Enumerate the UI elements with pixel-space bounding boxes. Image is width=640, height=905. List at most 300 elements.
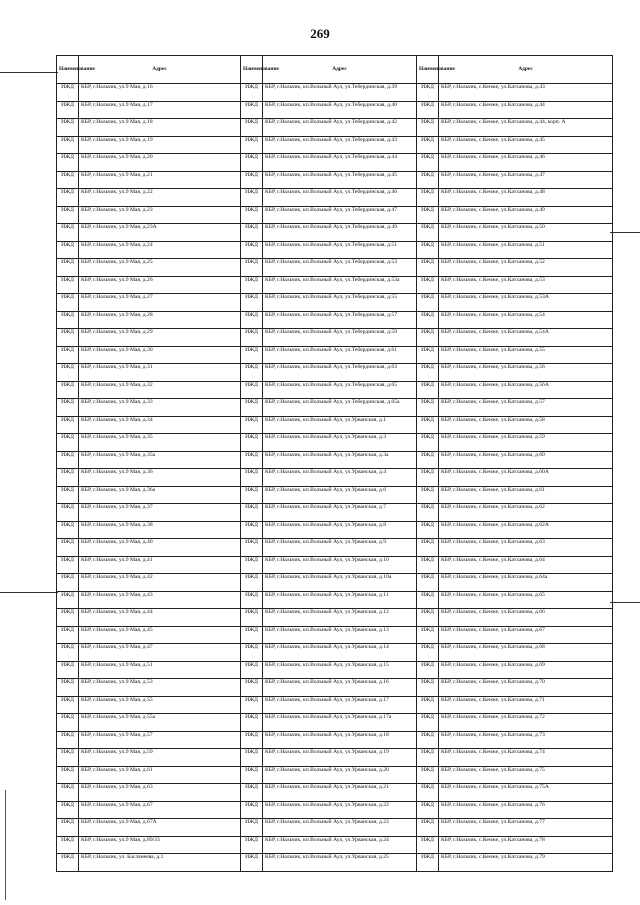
cell-type: ИЖД bbox=[241, 679, 263, 697]
cell-address: КБР, г.Нальчик, с.Кенже, ул.Катханова, д.57 bbox=[439, 399, 613, 417]
cell-type: ИЖД bbox=[57, 136, 79, 154]
cell-address-wrapped: КБР, г.Нальчик, кп.Вольный Аул, ул.Урванская, д.15 bbox=[263, 661, 417, 679]
cell-address: КБР, г.Нальчик, с.Кенже, ул.Катханова, д.62 bbox=[439, 504, 613, 522]
cell-type: ИЖД bbox=[241, 784, 263, 802]
cell-type: ИЖД bbox=[57, 206, 79, 224]
cell-type: ИЖД bbox=[417, 504, 439, 522]
cell-type: ИЖД bbox=[241, 346, 263, 364]
cell-address: КБР, г.Нальчик, ул.9 Мая, д.37 bbox=[79, 504, 241, 522]
cell-type: ИЖД bbox=[57, 819, 79, 837]
cell-address: КБР, г.Нальчик, ул.9 Мая, д.17 bbox=[79, 101, 241, 119]
cell-type: ИЖД bbox=[57, 784, 79, 802]
cell-address: КБР, г.Нальчик, с.Кенже, ул.Катханова, д.50 bbox=[439, 224, 613, 242]
table-row bbox=[57, 119, 613, 137]
cell-type: ИЖД bbox=[241, 574, 263, 592]
cell-address-wrapped: КБР, г.Нальчик, кп.Вольный Аул, ул.Тебердинская, д.59 bbox=[263, 329, 417, 347]
cell-address-wrapped: КБР, г.Нальчик, кп.Вольный Аул, ул.Урванская, д.3 bbox=[263, 434, 417, 452]
cell-address: КБР, г.Нальчик, с.Кенже, ул.Катханова, д.51 bbox=[439, 241, 613, 259]
cell-address-wrapped: КБР, г.Нальчик, кп.Вольный Аул, ул.Тебердинская, д.40 bbox=[263, 101, 417, 119]
address-table bbox=[56, 55, 613, 872]
cell-address: КБР, г.Нальчик, ул.9 Мая, д.16 bbox=[79, 84, 241, 102]
header-address: Адрес bbox=[439, 56, 613, 84]
cell-type: ИЖД bbox=[241, 171, 263, 189]
cell-address: КБР, г.Нальчик, с.Кенже, ул.Катханова, д.69 bbox=[439, 661, 613, 679]
cell-type: ИЖД bbox=[57, 644, 79, 662]
cell-type: ИЖД bbox=[57, 276, 79, 294]
table-row bbox=[57, 504, 613, 522]
cell-address: КБР, г.Нальчик, с.Кенже, ул.Катханова, д.78 bbox=[439, 836, 613, 854]
header-type: Наименование bbox=[241, 56, 263, 84]
cell-type: ИЖД bbox=[57, 311, 79, 329]
cell-type: ИЖД bbox=[57, 854, 79, 872]
cell-type: ИЖД bbox=[417, 136, 439, 154]
cell-address-wrapped: КБР, г.Нальчик, кп.Вольный Аул, ул.Тебердинская, д.44 bbox=[263, 154, 417, 172]
cell-type: ИЖД bbox=[241, 276, 263, 294]
cell-address: КБР, г.Нальчик, с.Кенже, ул.Катханова, д.79 bbox=[439, 854, 613, 872]
cell-type: ИЖД bbox=[241, 731, 263, 749]
cell-address: КБР, г.Нальчик, ул.9 Мая, д.59 bbox=[79, 749, 241, 767]
table-row bbox=[57, 241, 613, 259]
cell-address: КБР, г.Нальчик, с.Кенже, ул.Катханова, д.49 bbox=[439, 206, 613, 224]
cell-type: ИЖД bbox=[241, 521, 263, 539]
cell-address-wrapped: КБР, г.Нальчик, кп.Вольный Аул, ул.Урванская, д.17 bbox=[263, 696, 417, 714]
table-row bbox=[57, 224, 613, 242]
cell-address: КБР, г.Нальчик, с.Кенже, ул.Катханова, д.68 bbox=[439, 644, 613, 662]
cell-address-wrapped: КБР, г.Нальчик, кп.Вольный Аул, ул.Урванская, д.8 bbox=[263, 521, 417, 539]
cell-address-wrapped: КБР, г.Нальчик, кп.Вольный Аул, ул.Урванская, д.10 bbox=[263, 556, 417, 574]
cell-address: КБР, г.Нальчик, ул. Басланеева, д.1 bbox=[79, 854, 241, 872]
cell-type: ИЖД bbox=[241, 714, 263, 732]
cell-type: ИЖД bbox=[417, 154, 439, 172]
cell-address: КБР, г.Нальчик, с.Кенже, ул.Катханова, д.56А bbox=[439, 381, 613, 399]
cell-type: ИЖД bbox=[417, 346, 439, 364]
cell-address: КБР, г.Нальчик, с.Кенже, ул.Катханова, д.45 bbox=[439, 136, 613, 154]
cell-address: КБР, г.Нальчик, ул.9 Мая, д.89/33 bbox=[79, 836, 241, 854]
cell-address: КБР, г.Нальчик, с.Кенже, ул.Катханова, д.70 bbox=[439, 679, 613, 697]
cell-type: ИЖД bbox=[241, 556, 263, 574]
cell-address-wrapped: КБР, г.Нальчик, кп.Вольный Аул, ул.Тебердинская, д.47 bbox=[263, 206, 417, 224]
cell-address: КБР, г.Нальчик, с.Кенже, ул.Катханова, д.47 bbox=[439, 171, 613, 189]
cell-address: КБР, г.Нальчик, с.Кенже, ул.Катханова, д.52 bbox=[439, 259, 613, 277]
cell-address-wrapped: КБР, г.Нальчик, кп.Вольный Аул, ул.Тебердинская, д.49 bbox=[263, 224, 417, 242]
cell-type: ИЖД bbox=[417, 171, 439, 189]
table-row bbox=[57, 329, 613, 347]
cell-type: ИЖД bbox=[57, 609, 79, 627]
table-row bbox=[57, 311, 613, 329]
cell-address: КБР, г.Нальчик, с.Кенже, ул.Катханова, д.58 bbox=[439, 416, 613, 434]
cell-address-wrapped: КБР, г.Нальчик, кп.Вольный Аул, ул.Тебердинская, д.42 bbox=[263, 119, 417, 137]
cell-type: ИЖД bbox=[241, 154, 263, 172]
table-row bbox=[57, 521, 613, 539]
cell-type: ИЖД bbox=[241, 591, 263, 609]
table-row bbox=[57, 171, 613, 189]
table-row bbox=[57, 801, 613, 819]
cell-type: ИЖД bbox=[241, 136, 263, 154]
cell-address: КБР, г.Нальчик, ул.9 Мая, д.18 bbox=[79, 119, 241, 137]
table-row bbox=[57, 346, 613, 364]
cell-type: ИЖД bbox=[417, 224, 439, 242]
cell-type: ИЖД bbox=[417, 661, 439, 679]
cell-address-wrapped: КБР, г.Нальчик, кп.Вольный Аул, ул.Урванская, д.14 bbox=[263, 644, 417, 662]
cell-type: ИЖД bbox=[57, 84, 79, 102]
cell-type: ИЖД bbox=[417, 451, 439, 469]
cell-address: КБР, г.Нальчик, ул.9 Мая, д.26 bbox=[79, 276, 241, 294]
cell-type: ИЖД bbox=[417, 749, 439, 767]
cell-address-wrapped: КБР, г.Нальчик, кп.Вольный Аул, ул.Тебердинская, д.39 bbox=[263, 84, 417, 102]
table-row bbox=[57, 714, 613, 732]
cell-address: КБР, г.Нальчик, ул.9 Мая, д.53 bbox=[79, 679, 241, 697]
table-row bbox=[57, 836, 613, 854]
table-row bbox=[57, 364, 613, 382]
cell-type: ИЖД bbox=[417, 294, 439, 312]
cell-address-wrapped: КБР, г.Нальчик, кп.Вольный Аул, ул.Урванская, д.7 bbox=[263, 504, 417, 522]
cell-address: КБР, г.Нальчик, с.Кенже, ул.Катханова, д.53 bbox=[439, 276, 613, 294]
cell-address-wrapped: КБР, г.Нальчик, кп.Вольный Аул, ул.Урванская, д.10а bbox=[263, 574, 417, 592]
cell-type: ИЖД bbox=[417, 189, 439, 207]
cell-address-wrapped: КБР, г.Нальчик, кп.Вольный Аул, ул.Тебердинская, д.57 bbox=[263, 311, 417, 329]
cell-address: КБР, г.Нальчик, с.Кенже, ул.Катханова, д.54А bbox=[439, 329, 613, 347]
cell-address: КБР, г.Нальчик, ул.9 Мая, д.27 bbox=[79, 294, 241, 312]
cell-type: ИЖД bbox=[241, 416, 263, 434]
table-row bbox=[57, 766, 613, 784]
cell-type: ИЖД bbox=[241, 644, 263, 662]
cell-type: ИЖД bbox=[241, 609, 263, 627]
cell-type: ИЖД bbox=[57, 696, 79, 714]
cell-address: КБР, г.Нальчик, с.Кенже, ул.Катханова, д.43 bbox=[439, 84, 613, 102]
cell-address: КБР, г.Нальчик, ул.9 Мая, д.63 bbox=[79, 784, 241, 802]
cell-address-wrapped: КБР, г.Нальчик, кп.Вольный Аул, ул.Урванская, д.9 bbox=[263, 539, 417, 557]
cell-type: ИЖД bbox=[417, 329, 439, 347]
cell-address: КБР, г.Нальчик, с.Кенже, ул.Катханова, д.55 bbox=[439, 346, 613, 364]
table-row bbox=[57, 679, 613, 697]
cell-type: ИЖД bbox=[417, 854, 439, 872]
margin-line bbox=[0, 72, 58, 73]
cell-address: КБР, г.Нальчик, с.Кенже, ул.Катханова, д.54 bbox=[439, 311, 613, 329]
cell-address: КБР, г.Нальчик, ул.9 Мая, д.41 bbox=[79, 556, 241, 574]
address-table-container bbox=[56, 55, 612, 872]
cell-address: КБР, г.Нальчик, ул.9 Мая, д.25 bbox=[79, 259, 241, 277]
cell-address: КБР, г.Нальчик, ул.9 Мая, д.21 bbox=[79, 171, 241, 189]
table-row bbox=[57, 189, 613, 207]
table-row bbox=[57, 626, 613, 644]
cell-type: ИЖД bbox=[241, 749, 263, 767]
cell-address: КБР, г.Нальчик, с.Кенже, ул.Катханова, д.75А bbox=[439, 784, 613, 802]
table-row bbox=[57, 539, 613, 557]
cell-type: ИЖД bbox=[417, 766, 439, 784]
cell-address-wrapped: КБР, г.Нальчик, кп.Вольный Аул, ул.Тебердинская, д.53а bbox=[263, 276, 417, 294]
cell-type: ИЖД bbox=[417, 119, 439, 137]
cell-address: КБР, г.Нальчик, с.Кенже, ул.Катханова, д.71 bbox=[439, 696, 613, 714]
cell-address: КБР, г.Нальчик, ул.9 Мая, д.45 bbox=[79, 626, 241, 644]
table-row bbox=[57, 136, 613, 154]
table-row bbox=[57, 276, 613, 294]
cell-type: ИЖД bbox=[417, 784, 439, 802]
cell-address: КБР, г.Нальчик, ул.9 Мая, д.40 bbox=[79, 539, 241, 557]
cell-address-wrapped: КБР, г.Нальчик, кп.Вольный Аул, ул.Тебердинская, д.51 bbox=[263, 241, 417, 259]
cell-type: ИЖД bbox=[241, 241, 263, 259]
cell-address: КБР, г.Нальчик, ул.9 Мая, д.35 bbox=[79, 434, 241, 452]
cell-type: ИЖД bbox=[417, 836, 439, 854]
cell-type: ИЖД bbox=[241, 626, 263, 644]
cell-address: КБР, г.Нальчик, с.Кенже, ул.Катханова, д.66 bbox=[439, 609, 613, 627]
cell-type: ИЖД bbox=[417, 801, 439, 819]
cell-type: ИЖД bbox=[417, 84, 439, 102]
page-number: 269 bbox=[310, 26, 330, 41]
cell-type: ИЖД bbox=[57, 469, 79, 487]
cell-address: КБР, г.Нальчик, с.Кенже, ул.Катханова, д.65 bbox=[439, 591, 613, 609]
header-type: Наименование bbox=[57, 56, 79, 84]
cell-type: ИЖД bbox=[241, 819, 263, 837]
table-row bbox=[57, 854, 613, 872]
cell-address: КБР, г.Нальчик, ул.9 Мая, д.30 bbox=[79, 346, 241, 364]
table-row bbox=[57, 574, 613, 592]
cell-address: КБР, г.Нальчик, с.Кенже, ул.Катханова, д.46 bbox=[439, 154, 613, 172]
cell-type: ИЖД bbox=[241, 294, 263, 312]
cell-address: КБР, г.Нальчик, с.Кенже, ул.Катханова, д.77 bbox=[439, 819, 613, 837]
cell-address-wrapped: КБР, г.Нальчик, кп.Вольный Аул, ул.Урванская, д.12 bbox=[263, 609, 417, 627]
table-row bbox=[57, 609, 613, 627]
cell-type: ИЖД bbox=[417, 399, 439, 417]
cell-type: ИЖД bbox=[57, 434, 79, 452]
cell-type: ИЖД bbox=[417, 206, 439, 224]
cell-type: ИЖД bbox=[241, 329, 263, 347]
scan-edge-line bbox=[5, 790, 6, 900]
cell-address: КБР, г.Нальчик, ул.9 Мая, д.55 bbox=[79, 696, 241, 714]
cell-type: ИЖД bbox=[57, 556, 79, 574]
cell-type: ИЖД bbox=[57, 381, 79, 399]
cell-address-wrapped: КБР, г.Нальчик, кп.Вольный Аул, ул.Тебердинская, д.65 bbox=[263, 381, 417, 399]
cell-address: КБР, г.Нальчик, с.Кенже, ул.Катханова, д.60 bbox=[439, 451, 613, 469]
margin-line bbox=[0, 592, 58, 593]
cell-address: КБР, г.Нальчик, ул.9 Мая, д.29 bbox=[79, 329, 241, 347]
cell-type: ИЖД bbox=[57, 364, 79, 382]
cell-address-wrapped: КБР, г.Нальчик, кп.Вольный Аул, ул.Урванская, д.24 bbox=[263, 836, 417, 854]
margin-line bbox=[610, 232, 640, 233]
cell-address: КБР, г.Нальчик, ул.9 Мая, д.61 bbox=[79, 766, 241, 784]
cell-type: ИЖД bbox=[57, 766, 79, 784]
cell-type: ИЖД bbox=[57, 801, 79, 819]
cell-type: ИЖД bbox=[417, 486, 439, 504]
cell-type: ИЖД bbox=[241, 84, 263, 102]
cell-type: ИЖД bbox=[57, 626, 79, 644]
cell-address: КБР, г.Нальчик, ул.9 Мая, д.20 bbox=[79, 154, 241, 172]
cell-type: ИЖД bbox=[57, 591, 79, 609]
cell-address-wrapped: КБР, г.Нальчик, кп.Вольный Аул, ул.Тебердинская, д.53 bbox=[263, 259, 417, 277]
cell-type: ИЖД bbox=[241, 486, 263, 504]
cell-address: КБР, г.Нальчик, с.Кенже, ул.Катханова, д.61 bbox=[439, 486, 613, 504]
cell-address-wrapped: КБР, г.Нальчик, кп.Вольный Аул, ул.Урванская, д.19 bbox=[263, 749, 417, 767]
cell-type: ИЖД bbox=[57, 539, 79, 557]
cell-type: ИЖД bbox=[57, 189, 79, 207]
cell-address: КБР, г.Нальчик, ул.9 Мая, д.35а bbox=[79, 451, 241, 469]
cell-type: ИЖД bbox=[57, 661, 79, 679]
table-row bbox=[57, 819, 613, 837]
cell-address-wrapped: КБР, г.Нальчик, кп.Вольный Аул, ул.Урванская, д.23 bbox=[263, 819, 417, 837]
table-row bbox=[57, 661, 613, 679]
cell-type: ИЖД bbox=[57, 154, 79, 172]
cell-address: КБР, г.Нальчик, ул.9 Мая, д.28 bbox=[79, 311, 241, 329]
cell-address: КБР, г.Нальчик, ул.9 Мая, д.44 bbox=[79, 609, 241, 627]
cell-type: ИЖД bbox=[57, 836, 79, 854]
cell-address: КБР, г.Нальчик, ул.9 Мая, д.34 bbox=[79, 416, 241, 434]
cell-address: КБР, г.Нальчик, с.Кенже, ул.Катханова, д.63 bbox=[439, 539, 613, 557]
cell-type: ИЖД bbox=[417, 241, 439, 259]
table-row bbox=[57, 591, 613, 609]
cell-type: ИЖД bbox=[241, 119, 263, 137]
table-row bbox=[57, 486, 613, 504]
cell-type: ИЖД bbox=[241, 836, 263, 854]
cell-address: КБР, г.Нальчик, ул.9 Мая, д.51 bbox=[79, 661, 241, 679]
cell-type: ИЖД bbox=[57, 101, 79, 119]
cell-address-wrapped: КБР, г.Нальчик, кп.Вольный Аул, ул.Урванская, д.6 bbox=[263, 486, 417, 504]
cell-type: ИЖД bbox=[241, 399, 263, 417]
cell-type: ИЖД bbox=[241, 206, 263, 224]
cell-type: ИЖД bbox=[241, 766, 263, 784]
table-row bbox=[57, 784, 613, 802]
cell-type: ИЖД bbox=[57, 294, 79, 312]
cell-type: ИЖД bbox=[417, 469, 439, 487]
cell-address-wrapped: КБР, г.Нальчик, кп.Вольный Аул, ул.Урванская, д.16 bbox=[263, 679, 417, 697]
cell-type: ИЖД bbox=[241, 451, 263, 469]
cell-address: КБР, г.Нальчик, ул.9 Мая, д.36 bbox=[79, 469, 241, 487]
table-row bbox=[57, 101, 613, 119]
cell-type: ИЖД bbox=[417, 696, 439, 714]
table-row bbox=[57, 749, 613, 767]
cell-type: ИЖД bbox=[417, 644, 439, 662]
cell-address: КБР, г.Нальчик, ул.9 Мая, д.42 bbox=[79, 574, 241, 592]
cell-type: ИЖД bbox=[417, 311, 439, 329]
cell-address: КБР, г.Нальчик, с.Кенже, ул.Катханова, д.60А bbox=[439, 469, 613, 487]
cell-type: ИЖД bbox=[241, 696, 263, 714]
cell-type: ИЖД bbox=[57, 731, 79, 749]
cell-address: КБР, г.Нальчик, ул.9 Мая, д.43 bbox=[79, 591, 241, 609]
cell-type: ИЖД bbox=[57, 679, 79, 697]
cell-type: ИЖД bbox=[57, 574, 79, 592]
cell-address-wrapped: КБР, г.Нальчик, кп.Вольный Аул, ул.Урванская, д.18 bbox=[263, 731, 417, 749]
cell-address: КБР, г.Нальчик, ул.9 Мая, д.19 bbox=[79, 136, 241, 154]
cell-address: КБР, г.Нальчик, с.Кенже, ул.Катханова, д.53А bbox=[439, 294, 613, 312]
cell-type: ИЖД bbox=[241, 469, 263, 487]
table-row bbox=[57, 644, 613, 662]
cell-address-wrapped: КБР, г.Нальчик, кп.Вольный Аул, ул.Урванская, д.11 bbox=[263, 591, 417, 609]
cell-type: ИЖД bbox=[57, 346, 79, 364]
cell-address: КБР, г.Нальчик, ул.9 Мая, д.36а bbox=[79, 486, 241, 504]
cell-address: КБР, г.Нальчик, ул.9 Мая, д.55а bbox=[79, 714, 241, 732]
cell-type: ИЖД bbox=[57, 504, 79, 522]
cell-type: ИЖД bbox=[57, 486, 79, 504]
cell-type: ИЖД bbox=[57, 749, 79, 767]
cell-address-wrapped: КБР, г.Нальчик, кп.Вольный Аул, ул.Урванская, д.25 bbox=[263, 854, 417, 872]
cell-address: КБР, г.Нальчик, ул.9 Мая, д.23 bbox=[79, 206, 241, 224]
cell-type: ИЖД bbox=[241, 801, 263, 819]
table-row bbox=[57, 154, 613, 172]
cell-address: КБР, г.Нальчик, с.Кенже, ул.Катханова, д.44 bbox=[439, 101, 613, 119]
table-row bbox=[57, 399, 613, 417]
cell-type: ИЖД bbox=[57, 171, 79, 189]
cell-address: КБР, г.Нальчик, с.Кенже, ул.Катханова, д.72 bbox=[439, 714, 613, 732]
table-row bbox=[57, 731, 613, 749]
cell-type: ИЖД bbox=[57, 224, 79, 242]
cell-type: ИЖД bbox=[57, 329, 79, 347]
cell-address: КБР, г.Нальчик, ул.9 Мая, д.38 bbox=[79, 521, 241, 539]
cell-type: ИЖД bbox=[241, 854, 263, 872]
cell-type: ИЖД bbox=[417, 539, 439, 557]
cell-type: ИЖД bbox=[241, 224, 263, 242]
cell-type: ИЖД bbox=[417, 416, 439, 434]
cell-type: ИЖД bbox=[241, 434, 263, 452]
cell-type: ИЖД bbox=[417, 626, 439, 644]
cell-type: ИЖД bbox=[241, 101, 263, 119]
cell-type: ИЖД bbox=[417, 591, 439, 609]
cell-address: КБР, г.Нальчик, с.Кенже, ул.Катханова, д.75 bbox=[439, 766, 613, 784]
cell-type: ИЖД bbox=[417, 556, 439, 574]
header-type: Наименование bbox=[417, 56, 439, 84]
cell-type: ИЖД bbox=[417, 679, 439, 697]
cell-type: ИЖД bbox=[417, 259, 439, 277]
cell-type: ИЖД bbox=[57, 119, 79, 137]
cell-address: КБР, г.Нальчик, с.Кенже, ул.Катханова, д.67 bbox=[439, 626, 613, 644]
cell-type: ИЖД bbox=[241, 539, 263, 557]
cell-type: ИЖД bbox=[417, 381, 439, 399]
cell-address: КБР, г.Нальчик, ул.9 Мая, д.47 bbox=[79, 644, 241, 662]
cell-address-wrapped: КБР, г.Нальчик, кп.Вольный Аул, ул.Урванская, д.22 bbox=[263, 801, 417, 819]
cell-type: ИЖД bbox=[57, 416, 79, 434]
cell-type: ИЖД bbox=[417, 276, 439, 294]
table-row bbox=[57, 696, 613, 714]
cell-address-wrapped: КБР, г.Нальчик, кп.Вольный Аул, ул.Урванская, д.20 bbox=[263, 766, 417, 784]
cell-type: ИЖД bbox=[241, 189, 263, 207]
cell-address: КБР, г.Нальчик, ул.9 Мая, д.32 bbox=[79, 381, 241, 399]
cell-address: КБР, г.Нальчик, с.Кенже, ул.Катханова, д.64 bbox=[439, 556, 613, 574]
cell-address: КБР, г.Нальчик, с.Кенже, ул.Катханова, д.44, корп. А bbox=[439, 119, 613, 137]
cell-address: КБР, г.Нальчик, ул.9 Мая, д.67А bbox=[79, 819, 241, 837]
cell-address: КБР, г.Нальчик, ул.9 Мая, д.31 bbox=[79, 364, 241, 382]
cell-type: ИЖД bbox=[57, 259, 79, 277]
cell-type: ИЖД bbox=[417, 364, 439, 382]
table-row bbox=[57, 259, 613, 277]
cell-type: ИЖД bbox=[241, 259, 263, 277]
cell-address: КБР, г.Нальчик, ул.9 Мая, д.67 bbox=[79, 801, 241, 819]
cell-type: ИЖД bbox=[241, 661, 263, 679]
cell-type: ИЖД bbox=[57, 399, 79, 417]
cell-address: КБР, г.Нальчик, с.Кенже, ул.Катханова, д.62А bbox=[439, 521, 613, 539]
table-row bbox=[57, 206, 613, 224]
table-row bbox=[57, 556, 613, 574]
cell-type: ИЖД bbox=[417, 819, 439, 837]
cell-address-wrapped: КБР, г.Нальчик, кп.Вольный Аул, ул.Тебердинская, д.55 bbox=[263, 294, 417, 312]
cell-type: ИЖД bbox=[417, 521, 439, 539]
cell-address: КБР, г.Нальчик, с.Кенже, ул.Катханова, д.56 bbox=[439, 364, 613, 382]
cell-type: ИЖД bbox=[417, 714, 439, 732]
cell-address: КБР, г.Нальчик, ул.9 Мая, д.24 bbox=[79, 241, 241, 259]
cell-address-wrapped: КБР, г.Нальчик, кп.Вольный Аул, ул.Урванская, д.1 bbox=[263, 416, 417, 434]
cell-type: ИЖД bbox=[241, 504, 263, 522]
cell-address: КБР, г.Нальчик, с.Кенже, ул.Катханова, д.48 bbox=[439, 189, 613, 207]
cell-address-wrapped: КБР, г.Нальчик, кп.Вольный Аул, ул.Тебердинская, д.43 bbox=[263, 136, 417, 154]
cell-address-wrapped: КБР, г.Нальчик, кп.Вольный Аул, ул.Тебердинская, д.45 bbox=[263, 171, 417, 189]
table-row bbox=[57, 84, 613, 102]
cell-address: КБР, г.Нальчик, ул.9 Мая, д.33 bbox=[79, 399, 241, 417]
cell-type: ИЖД bbox=[57, 241, 79, 259]
cell-address-wrapped: КБР, г.Нальчик, кп.Вольный Аул, ул.Урванская, д.4 bbox=[263, 469, 417, 487]
cell-type: ИЖД bbox=[417, 609, 439, 627]
cell-address: КБР, г.Нальчик, ул.9 Мая, д.57 bbox=[79, 731, 241, 749]
cell-address-wrapped: КБР, г.Нальчик, кп.Вольный Аул, ул.Тебердинская, д.61 bbox=[263, 346, 417, 364]
table-row bbox=[57, 451, 613, 469]
cell-address-wrapped: КБР, г.Нальчик, кп.Вольный Аул, ул.Урванская, д.3а bbox=[263, 451, 417, 469]
cell-type: ИЖД bbox=[417, 574, 439, 592]
cell-type: ИЖД bbox=[241, 381, 263, 399]
